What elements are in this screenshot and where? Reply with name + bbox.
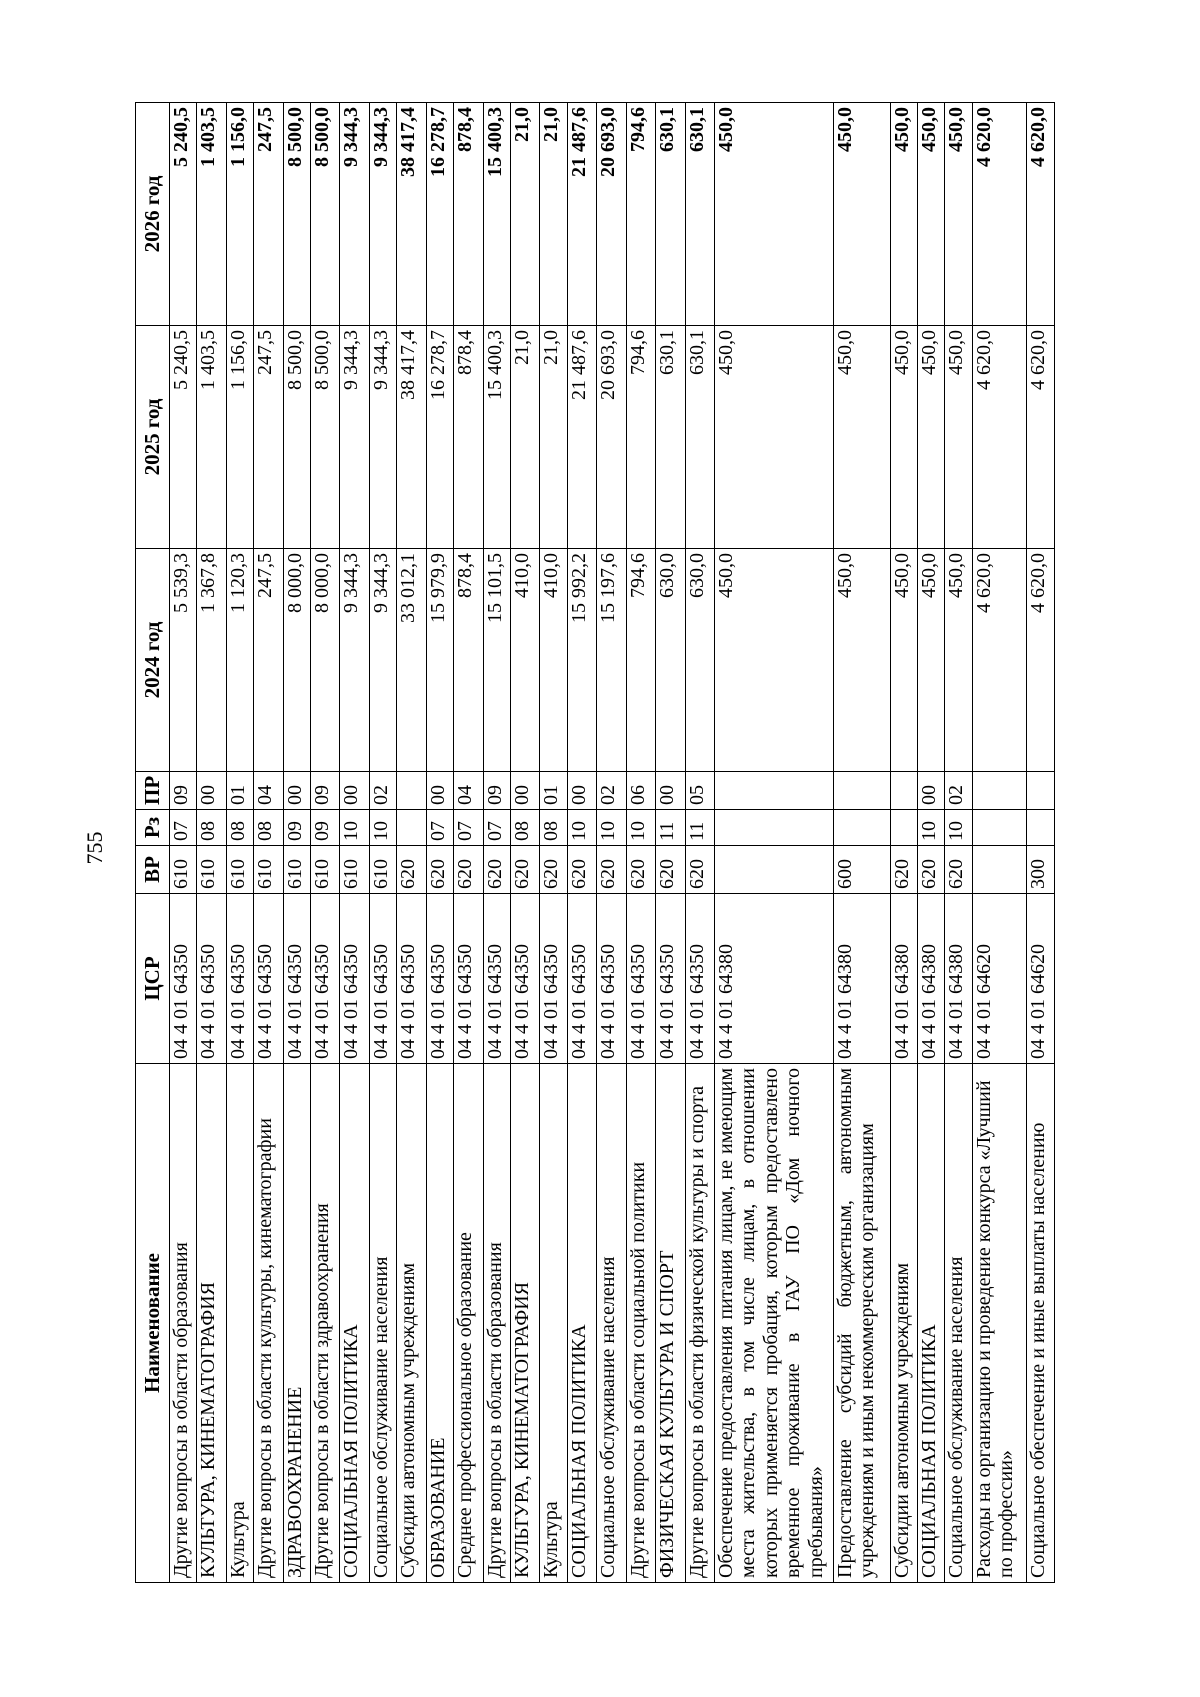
- table-row: [426, 103, 453, 1583]
- row-csr: 04 4 01 64350: [197, 894, 226, 1064]
- row-value-2026: 4 620,0: [1027, 103, 1055, 326]
- table-row: [918, 103, 945, 1583]
- row-pr: 00: [283, 772, 310, 810]
- row-value-2026: 1 156,0: [226, 103, 253, 326]
- row-value-2025: 8 500,0: [310, 326, 339, 549]
- row-name: Расходы на организацию и проведение конкурса «Лучший по профессии»: [972, 1064, 1027, 1583]
- row-pr: 02: [369, 772, 396, 810]
- row-pr: [890, 772, 917, 810]
- row-rz: 08: [226, 810, 253, 846]
- row-vr: 600: [833, 846, 890, 894]
- row-value-2024: 450,0: [945, 549, 972, 772]
- row-name: Социальное обеспечение и иные выплаты населению: [1027, 1064, 1055, 1583]
- row-pr: 00: [567, 772, 596, 810]
- row-name: ФИЗИЧЕСКАЯ КУЛЬТУРА И СПОРТ: [656, 1064, 685, 1583]
- header-2024: 2024 год: [136, 549, 170, 772]
- row-name: Субсидии автономным учреждениям: [397, 1064, 426, 1583]
- row-pr: 00: [197, 772, 226, 810]
- table-row: [656, 103, 685, 1583]
- row-pr: 06: [626, 772, 655, 810]
- row-csr: 04 4 01 64380: [918, 894, 945, 1064]
- row-pr: 09: [170, 772, 197, 810]
- row-csr: 04 4 01 64350: [340, 894, 369, 1064]
- row-value-2025: 630,1: [656, 326, 685, 549]
- row-value-2025: 450,0: [918, 326, 945, 549]
- row-value-2026: 247,5: [254, 103, 283, 326]
- row-value-2024: 410,0: [540, 549, 567, 772]
- row-value-2024: 15 197,6: [597, 549, 626, 772]
- row-rz: 08: [197, 810, 226, 846]
- row-value-2026: 21,0: [540, 103, 567, 326]
- row-value-2026: 450,0: [918, 103, 945, 326]
- row-value-2026: 8 500,0: [283, 103, 310, 326]
- row-value-2025: 450,0: [890, 326, 917, 549]
- row-csr: 04 4 01 64350: [567, 894, 596, 1064]
- header-csr: ЦСР: [136, 894, 170, 1064]
- row-vr: 620: [945, 846, 972, 894]
- row-rz: [1027, 810, 1055, 846]
- header-2025: 2025 год: [136, 326, 170, 549]
- row-rz: 08: [254, 810, 283, 846]
- table-row: [626, 103, 655, 1583]
- row-value-2026: 450,0: [890, 103, 917, 326]
- row-rz: 10: [945, 810, 972, 846]
- row-value-2026: 8 500,0: [310, 103, 339, 326]
- table-row: [972, 103, 1027, 1583]
- row-name: Другие вопросы в области физической культуры и спорта: [685, 1064, 714, 1583]
- row-rz: 10: [918, 810, 945, 846]
- row-value-2024: 1 367,8: [197, 549, 226, 772]
- row-value-2025: 4 620,0: [1027, 326, 1055, 549]
- row-value-2024: 9 344,3: [369, 549, 396, 772]
- row-csr: 04 4 01 64350: [426, 894, 453, 1064]
- row-value-2024: 8 000,0: [310, 549, 339, 772]
- row-name: Среднее профессиональное образование: [454, 1064, 483, 1583]
- row-value-2024: 15 979,9: [426, 549, 453, 772]
- row-name: Другие вопросы в области образования: [483, 1064, 510, 1583]
- row-pr: [972, 772, 1027, 810]
- row-csr: 04 4 01 64350: [397, 894, 426, 1064]
- row-value-2025: 21,0: [540, 326, 567, 549]
- table-row: [483, 103, 510, 1583]
- rotated-table-container: [135, 103, 1055, 1583]
- row-csr: 04 4 01 64620: [972, 894, 1027, 1064]
- row-vr: 620: [685, 846, 714, 894]
- row-name: Культура: [540, 1064, 567, 1583]
- table-row: [540, 103, 567, 1583]
- table-body: [170, 103, 1055, 1583]
- page-number: 755: [82, 831, 107, 865]
- row-name: СОЦИАЛЬНАЯ ПОЛИТИКА: [340, 1064, 369, 1583]
- row-name: КУЛЬТУРА, КИНЕМАТОГРАФИЯ: [510, 1064, 539, 1583]
- row-vr: 610: [340, 846, 369, 894]
- row-rz: [890, 810, 917, 846]
- row-pr: 00: [918, 772, 945, 810]
- row-name: Социальное обслуживание населения: [369, 1064, 396, 1583]
- row-name: Другие вопросы в области образования: [170, 1064, 197, 1583]
- row-value-2025: 20 693,0: [597, 326, 626, 549]
- row-pr: 04: [254, 772, 283, 810]
- row-value-2024: 9 344,3: [340, 549, 369, 772]
- row-vr: 620: [918, 846, 945, 894]
- header-vr: ВР: [136, 846, 170, 894]
- table-row: [197, 103, 226, 1583]
- row-pr: 00: [340, 772, 369, 810]
- row-vr: 620: [426, 846, 453, 894]
- header-name: Наименование: [136, 1064, 170, 1583]
- row-pr: 00: [656, 772, 685, 810]
- row-vr: 620: [626, 846, 655, 894]
- row-pr: 02: [597, 772, 626, 810]
- row-value-2024: 450,0: [890, 549, 917, 772]
- table-row: [254, 103, 283, 1583]
- row-pr: [1027, 772, 1055, 810]
- row-value-2025: 8 500,0: [283, 326, 310, 549]
- row-value-2024: 4 620,0: [1027, 549, 1055, 772]
- row-rz: 09: [310, 810, 339, 846]
- row-rz: 08: [540, 810, 567, 846]
- table-row: [397, 103, 426, 1583]
- row-value-2024: 1 120,3: [226, 549, 253, 772]
- row-csr: 04 4 01 64350: [626, 894, 655, 1064]
- row-value-2025: 1 156,0: [226, 326, 253, 549]
- table-row: [597, 103, 626, 1583]
- row-csr: 04 4 01 64350: [483, 894, 510, 1064]
- table-header-row: [136, 103, 170, 1583]
- table-row: [1027, 103, 1055, 1583]
- row-csr: 04 4 01 64380: [890, 894, 917, 1064]
- row-value-2026: 38 417,4: [397, 103, 426, 326]
- row-rz: 10: [567, 810, 596, 846]
- row-rz: 08: [510, 810, 539, 846]
- row-vr: 620: [397, 846, 426, 894]
- row-csr: 04 4 01 64350: [597, 894, 626, 1064]
- row-rz: 11: [656, 810, 685, 846]
- row-value-2025: 5 240,5: [170, 326, 197, 549]
- row-csr: 04 4 01 64350: [454, 894, 483, 1064]
- row-value-2026: 5 240,5: [170, 103, 197, 326]
- row-pr: 05: [685, 772, 714, 810]
- row-rz: 07: [170, 810, 197, 846]
- row-vr: 620: [567, 846, 596, 894]
- row-pr: 01: [540, 772, 567, 810]
- row-vr: [972, 846, 1027, 894]
- row-value-2026: 15 400,3: [483, 103, 510, 326]
- row-pr: 02: [945, 772, 972, 810]
- row-pr: [714, 772, 833, 810]
- row-rz: [397, 810, 426, 846]
- table-row: [310, 103, 339, 1583]
- row-vr: 620: [540, 846, 567, 894]
- row-name: Другие вопросы в области культуры, кинематографии: [254, 1064, 283, 1583]
- row-value-2025: 247,5: [254, 326, 283, 549]
- row-pr: 04: [454, 772, 483, 810]
- row-pr: 09: [310, 772, 339, 810]
- row-value-2026: 9 344,3: [340, 103, 369, 326]
- row-value-2026: 9 344,3: [369, 103, 396, 326]
- row-value-2026: 20 693,0: [597, 103, 626, 326]
- budget-table: [135, 102, 1055, 1583]
- header-rz: Рз: [136, 810, 170, 846]
- row-value-2025: 16 278,7: [426, 326, 453, 549]
- row-rz: [714, 810, 833, 846]
- row-csr: 04 4 01 64350: [685, 894, 714, 1064]
- row-rz: 10: [369, 810, 396, 846]
- row-name: Предоставление субсидий бюджетным, автономным учреждениям и иным некоммерческим организациям: [833, 1064, 890, 1583]
- row-rz: 09: [283, 810, 310, 846]
- table-row: [890, 103, 917, 1583]
- row-csr: 04 4 01 64350: [226, 894, 253, 1064]
- row-value-2026: 450,0: [945, 103, 972, 326]
- row-vr: 620: [510, 846, 539, 894]
- row-vr: 620: [483, 846, 510, 894]
- table-row: [945, 103, 972, 1583]
- row-value-2024: 450,0: [833, 549, 890, 772]
- row-vr: 610: [170, 846, 197, 894]
- row-value-2026: 878,4: [454, 103, 483, 326]
- table-row: [685, 103, 714, 1583]
- row-value-2024: 33 012,1: [397, 549, 426, 772]
- row-vr: [714, 846, 833, 894]
- row-vr: 620: [890, 846, 917, 894]
- row-value-2026: 21 487,6: [567, 103, 596, 326]
- row-value-2025: 4 620,0: [972, 326, 1027, 549]
- row-name: Социальное обслуживание населения: [945, 1064, 972, 1583]
- row-value-2025: 21 487,6: [567, 326, 596, 549]
- row-pr: 09: [483, 772, 510, 810]
- row-value-2024: 410,0: [510, 549, 539, 772]
- row-csr: 04 4 01 64350: [254, 894, 283, 1064]
- row-vr: 300: [1027, 846, 1055, 894]
- table-row: [833, 103, 890, 1583]
- row-vr: 610: [226, 846, 253, 894]
- row-csr: 04 4 01 64350: [656, 894, 685, 1064]
- row-value-2024: 8 000,0: [283, 549, 310, 772]
- row-value-2024: 247,5: [254, 549, 283, 772]
- row-pr: 00: [510, 772, 539, 810]
- row-value-2025: 38 417,4: [397, 326, 426, 549]
- row-rz: 11: [685, 810, 714, 846]
- row-name: СОЦИАЛЬНАЯ ПОЛИТИКА: [918, 1064, 945, 1583]
- row-value-2024: 794,6: [626, 549, 655, 772]
- header-2026: 2026 год: [136, 103, 170, 326]
- row-value-2025: 630,1: [685, 326, 714, 549]
- row-value-2024: 15 992,2: [567, 549, 596, 772]
- row-value-2025: 1 403,5: [197, 326, 226, 549]
- row-value-2026: 630,1: [656, 103, 685, 326]
- row-name: Культура: [226, 1064, 253, 1583]
- row-value-2025: 450,0: [714, 326, 833, 549]
- row-pr: 00: [426, 772, 453, 810]
- row-name: ОБРАЗОВАНИЕ: [426, 1064, 453, 1583]
- row-value-2024: 630,0: [656, 549, 685, 772]
- row-rz: 10: [626, 810, 655, 846]
- row-pr: [397, 772, 426, 810]
- header-pr: ПР: [136, 772, 170, 810]
- row-csr: 04 4 01 64380: [714, 894, 833, 1064]
- row-name: Социальное обслуживание населения: [597, 1064, 626, 1583]
- table-row: [283, 103, 310, 1583]
- row-vr: 610: [310, 846, 339, 894]
- row-value-2024: 450,0: [714, 549, 833, 772]
- row-vr: 610: [254, 846, 283, 894]
- row-value-2024: 15 101,5: [483, 549, 510, 772]
- row-vr: 620: [656, 846, 685, 894]
- row-name: СОЦИАЛЬНАЯ ПОЛИТИКА: [567, 1064, 596, 1583]
- row-vr: 620: [454, 846, 483, 894]
- row-rz: 07: [454, 810, 483, 846]
- row-value-2025: 450,0: [833, 326, 890, 549]
- row-value-2026: 794,6: [626, 103, 655, 326]
- row-vr: 610: [197, 846, 226, 894]
- row-csr: 04 4 01 64350: [540, 894, 567, 1064]
- row-value-2025: 794,6: [626, 326, 655, 549]
- row-pr: [833, 772, 890, 810]
- row-value-2026: 450,0: [833, 103, 890, 326]
- row-csr: 04 4 01 64350: [283, 894, 310, 1064]
- table-row: [567, 103, 596, 1583]
- row-name: Субсидии автономным учреждениям: [890, 1064, 917, 1583]
- row-name: ЗДРАВООХРАНЕНИЕ: [283, 1064, 310, 1583]
- row-csr: 04 4 01 64620: [1027, 894, 1055, 1064]
- table-row: [340, 103, 369, 1583]
- row-name: КУЛЬТУРА, КИНЕМАТОГРАФИЯ: [197, 1064, 226, 1583]
- row-name: Другие вопросы в области здравоохранения: [310, 1064, 339, 1583]
- row-value-2026: 1 403,5: [197, 103, 226, 326]
- row-value-2026: 21,0: [510, 103, 539, 326]
- table-row: [369, 103, 396, 1583]
- row-rz: [972, 810, 1027, 846]
- row-rz: 07: [426, 810, 453, 846]
- row-pr: 01: [226, 772, 253, 810]
- table-row: [170, 103, 197, 1583]
- row-name: Другие вопросы в области социальной политики: [626, 1064, 655, 1583]
- row-csr: 04 4 01 64380: [945, 894, 972, 1064]
- row-value-2024: 4 620,0: [972, 549, 1027, 772]
- row-value-2024: 878,4: [454, 549, 483, 772]
- row-value-2025: 9 344,3: [369, 326, 396, 549]
- row-rz: 10: [597, 810, 626, 846]
- row-csr: 04 4 01 64350: [310, 894, 339, 1064]
- row-vr: 610: [369, 846, 396, 894]
- row-value-2026: 450,0: [714, 103, 833, 326]
- row-value-2026: 630,1: [685, 103, 714, 326]
- row-value-2024: 630,0: [685, 549, 714, 772]
- row-rz: [833, 810, 890, 846]
- row-csr: 04 4 01 64350: [510, 894, 539, 1064]
- row-value-2025: 15 400,3: [483, 326, 510, 549]
- table-row: [226, 103, 253, 1583]
- row-csr: 04 4 01 64350: [369, 894, 396, 1064]
- row-value-2024: 5 539,3: [170, 549, 197, 772]
- row-value-2026: 16 278,7: [426, 103, 453, 326]
- row-rz: 07: [483, 810, 510, 846]
- row-value-2026: 4 620,0: [972, 103, 1027, 326]
- row-value-2025: 9 344,3: [340, 326, 369, 549]
- table-row: [510, 103, 539, 1583]
- row-value-2025: 450,0: [945, 326, 972, 549]
- row-value-2024: 450,0: [918, 549, 945, 772]
- row-csr: 04 4 01 64350: [170, 894, 197, 1064]
- row-vr: 620: [597, 846, 626, 894]
- row-vr: 610: [283, 846, 310, 894]
- row-csr: 04 4 01 64380: [833, 894, 890, 1064]
- row-value-2025: 21,0: [510, 326, 539, 549]
- table-row: [454, 103, 483, 1583]
- row-rz: 10: [340, 810, 369, 846]
- row-value-2025: 878,4: [454, 326, 483, 549]
- table-row: [714, 103, 833, 1583]
- row-name: Обеспечение предоставления питания лицам, не имеющим места жительства, в том числе лицам, в отношении которых применяется пробация, которым предоставлено временное проживание в ГАУ ПО «Дом ночного пребывания»: [714, 1064, 833, 1583]
